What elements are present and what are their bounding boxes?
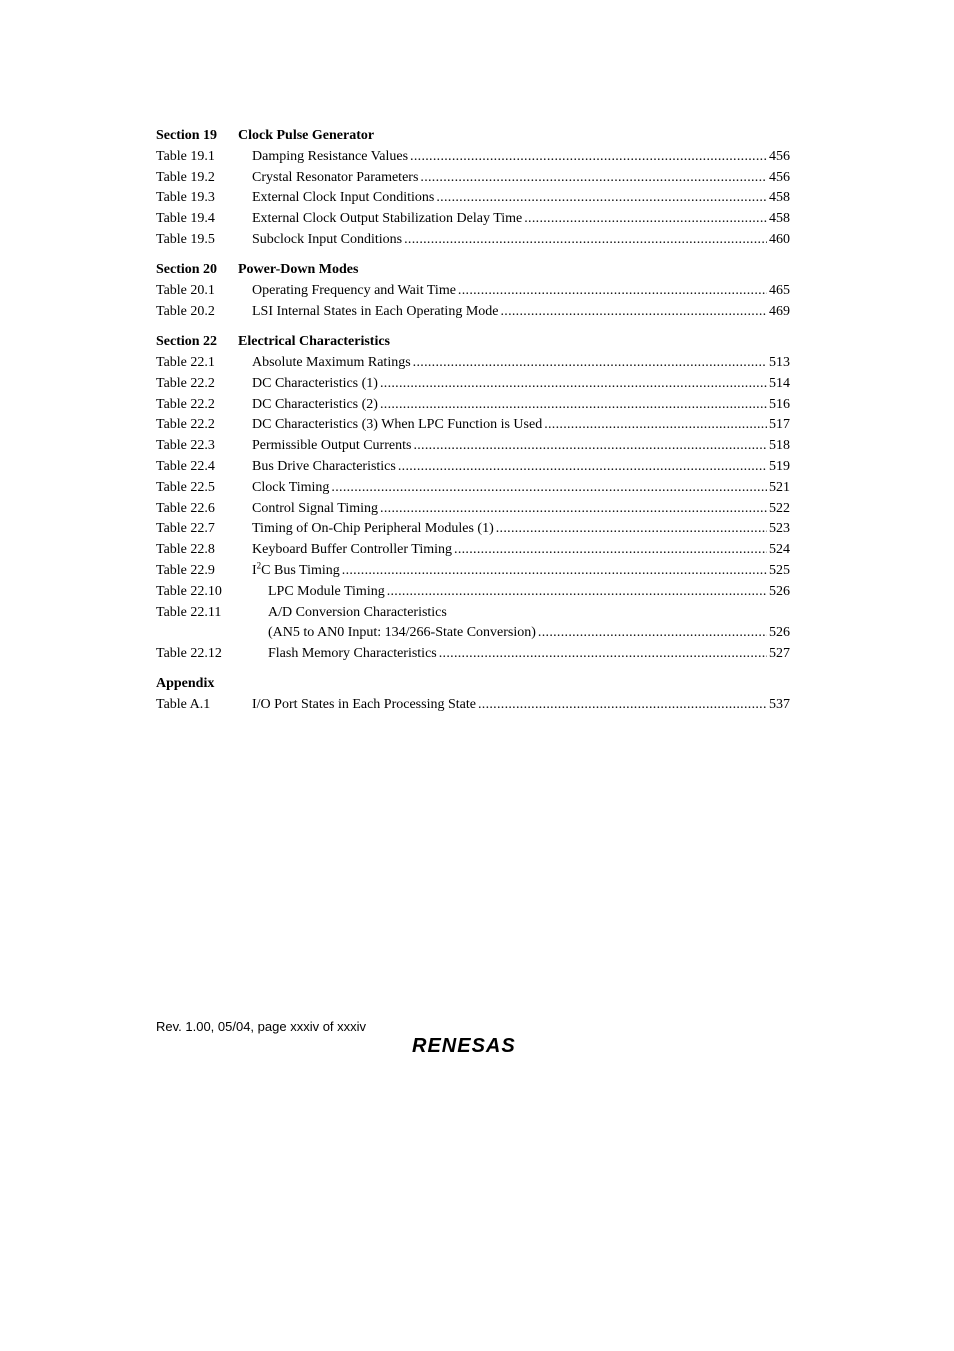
- dot-leader: [413, 353, 767, 374]
- dot-leader: [439, 644, 767, 665]
- section-title: Electrical Characteristics: [238, 334, 390, 350]
- toc-entry[interactable]: [156, 623, 790, 644]
- toc-table-number: Table 22.2: [156, 396, 215, 412]
- toc-entry[interactable]: [156, 540, 790, 561]
- toc-page-number: 513: [769, 354, 790, 370]
- toc-entry[interactable]: [156, 209, 790, 230]
- toc-table-number: Table 22.5: [156, 479, 215, 495]
- toc-entry[interactable]: [156, 353, 790, 374]
- toc-entry-title: Subclock Input Conditions: [252, 231, 403, 247]
- toc-entry-title: External Clock Output Stabilization Delay Time: [252, 211, 523, 227]
- logo-wordmark: RENESAS: [412, 1035, 516, 1056]
- toc-entry-title: LSI Internal States in Each Operating Mode: [252, 303, 499, 319]
- toc-entry[interactable]: [156, 603, 790, 624]
- toc-entry-title: A/D Conversion Characteristics: [268, 604, 447, 620]
- toc-entry[interactable]: [156, 281, 790, 302]
- dot-leader: [410, 147, 767, 168]
- toc-entry-title: Damping Resistance Values: [252, 148, 409, 164]
- toc-entry-title: I/O Port States in Each Processing State: [252, 697, 476, 713]
- toc-page-number: 521: [769, 479, 790, 495]
- toc-table-number: Table A.1: [156, 697, 211, 713]
- toc-entry-title: DC Characteristics (2): [252, 396, 378, 412]
- toc-page-number: 458: [769, 211, 790, 227]
- toc-table-number: Table 22.3: [156, 438, 215, 454]
- toc-page-number: 456: [769, 169, 790, 185]
- dot-leader: [404, 230, 767, 251]
- toc-entry[interactable]: [156, 436, 790, 457]
- toc-table-number: Table 20.1: [156, 283, 215, 299]
- section-heading: [156, 260, 790, 281]
- title-rest: C Bus Timing: [261, 562, 340, 578]
- toc-entry-title: Operating Frequency and Wait Time: [252, 283, 456, 299]
- toc-entry[interactable]: [156, 147, 790, 168]
- toc-table-number: Table 22.6: [156, 500, 215, 516]
- toc-table-number: Table 22.2: [156, 417, 215, 433]
- toc-entry-title: Permissible Output Currents: [252, 438, 412, 454]
- toc-page-number: 517: [769, 417, 790, 433]
- section-heading: [156, 674, 790, 695]
- toc-entry-title: Keyboard Buffer Controller Timing: [252, 542, 453, 558]
- dot-leader: [538, 623, 767, 644]
- toc-entry[interactable]: [156, 499, 790, 520]
- toc-entry[interactable]: [156, 478, 790, 499]
- toc-page-number: 456: [769, 148, 790, 164]
- toc-page-number: 526: [769, 625, 790, 641]
- section-heading: [156, 332, 790, 353]
- toc-table-number: Table 19.3: [156, 190, 215, 206]
- dot-leader: [544, 415, 767, 436]
- toc-page-number: 465: [769, 283, 790, 299]
- dot-leader: [387, 582, 767, 603]
- toc-table-number: Table 22.9: [156, 562, 215, 578]
- dot-leader: [500, 302, 767, 323]
- footer-page-info: Rev. 1.00, 05/04, page xxxiv of xxxiv: [156, 1019, 367, 1034]
- toc-table-number: Table 22.1: [156, 354, 215, 370]
- toc-page-number: 460: [769, 231, 790, 247]
- toc-table-number: Table 22.8: [156, 542, 215, 558]
- toc-table-number: Table 22.2: [156, 375, 215, 391]
- toc-entry[interactable]: [156, 168, 790, 189]
- toc-entry-title: Bus Drive Characteristics: [252, 458, 396, 474]
- dot-leader: [380, 499, 767, 520]
- toc-page-number: 469: [769, 303, 790, 319]
- section-number: Appendix: [156, 676, 215, 692]
- toc-entry-title: Clock Timing: [252, 479, 330, 495]
- toc-page-number: 516: [769, 396, 790, 412]
- toc-entry[interactable]: [156, 230, 790, 251]
- toc-page-number: 537: [769, 697, 790, 713]
- toc-page-number: 524: [769, 542, 790, 558]
- toc-page-number: 458: [769, 190, 790, 206]
- dot-leader: [436, 188, 767, 209]
- toc-entry[interactable]: [156, 395, 790, 416]
- dot-leader: [342, 561, 767, 582]
- toc-entry-title: DC Characteristics (1): [252, 375, 378, 391]
- toc-table-number: Table 19.5: [156, 231, 215, 247]
- dot-leader: [398, 457, 767, 478]
- dot-leader: [478, 695, 767, 716]
- toc-entry-title: Timing of On-Chip Peripheral Modules (1): [252, 521, 494, 537]
- toc-entry-title: Flash Memory Characteristics: [268, 646, 437, 662]
- dot-leader: [420, 168, 767, 189]
- toc-entry[interactable]: [156, 695, 790, 716]
- toc-page-number: 523: [769, 521, 790, 537]
- section-title: Clock Pulse Generator: [238, 128, 375, 143]
- toc-entry[interactable]: [156, 302, 790, 323]
- toc-entry[interactable]: [156, 415, 790, 436]
- toc-page-number: 527: [769, 646, 790, 662]
- toc-table-number: Table 22.10: [156, 583, 222, 599]
- dot-leader: [380, 374, 767, 395]
- toc-entry-title: DC Characteristics (3) When LPC Function is Used: [252, 417, 543, 433]
- section-number: Section 22: [156, 334, 218, 350]
- toc-entry[interactable]: [156, 561, 790, 582]
- toc-entry-title: [252, 561, 340, 582]
- dot-leader: [331, 478, 767, 499]
- title-prefix: I: [252, 562, 257, 578]
- toc-page-number: 526: [769, 583, 790, 599]
- toc-table-number: Table 22.4: [156, 458, 215, 474]
- section-title: Power-Down Modes: [238, 262, 359, 278]
- toc-page-number: 518: [769, 438, 790, 454]
- toc-entry[interactable]: [156, 582, 790, 603]
- toc-entry[interactable]: [156, 519, 790, 540]
- toc-entry[interactable]: [156, 188, 790, 209]
- renesas-logo: [412, 1034, 534, 1056]
- toc-table-number: Table 22.12: [156, 646, 222, 662]
- toc-entry-title: Control Signal Timing: [252, 500, 379, 516]
- section-number: Section 20: [156, 262, 218, 278]
- toc-table-number: Table 19.2: [156, 169, 215, 185]
- dot-leader: [454, 540, 767, 561]
- title-superscript: 2: [256, 560, 262, 571]
- toc-entry-title: Crystal Resonator Parameters: [252, 169, 419, 185]
- toc-page-number: 525: [769, 562, 790, 578]
- toc-entry[interactable]: [156, 374, 790, 395]
- toc-table-number: Table 19.1: [156, 148, 215, 164]
- dot-leader: [458, 281, 767, 302]
- toc-table-number: Table 19.4: [156, 211, 215, 227]
- section-heading: [156, 126, 790, 147]
- dot-leader: [524, 209, 767, 230]
- toc-entry[interactable]: [156, 457, 790, 478]
- toc-table-number: Table 22.7: [156, 521, 215, 537]
- section-number: Section 19: [156, 128, 218, 143]
- dot-leader: [413, 436, 767, 457]
- toc-table-number: Table 22.11: [156, 604, 222, 620]
- dot-leader: [380, 395, 767, 416]
- toc-entry-title: External Clock Input Conditions: [252, 190, 435, 206]
- toc-entry-title: (AN5 to AN0 Input: 134/266-State Conversion): [268, 625, 536, 641]
- toc-table-number: Table 20.2: [156, 303, 215, 319]
- toc-entry-title: LPC Module Timing: [268, 583, 385, 599]
- toc-page-number: 522: [769, 500, 790, 516]
- toc-page-number: 519: [769, 458, 790, 474]
- toc-entry-title: Absolute Maximum Ratings: [252, 354, 411, 370]
- toc-page-number: 514: [769, 375, 790, 391]
- dot-leader: [496, 519, 767, 540]
- table-of-contents: [156, 126, 790, 716]
- toc-entry[interactable]: [156, 644, 790, 665]
